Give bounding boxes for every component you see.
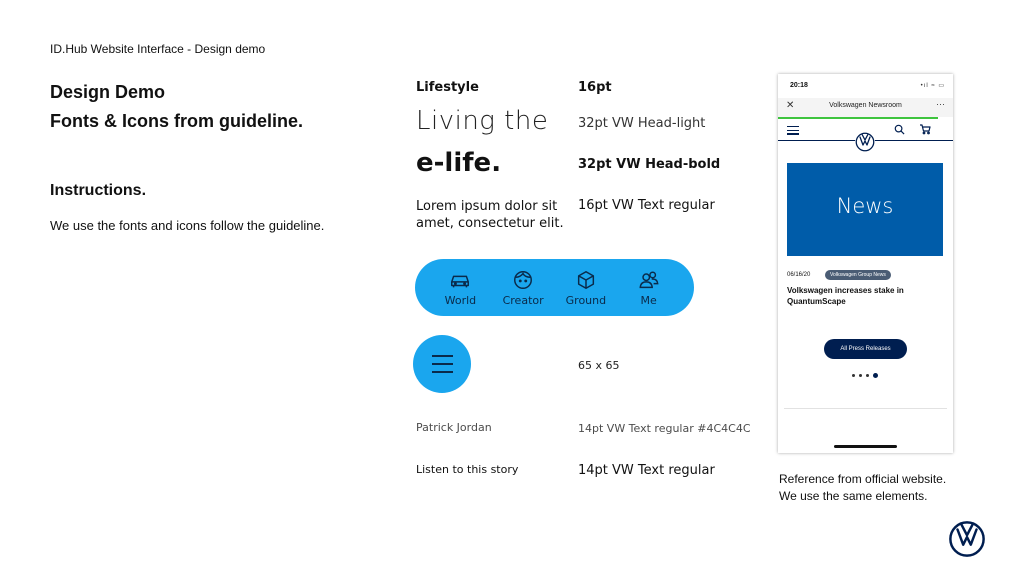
menu-icon-bar	[432, 371, 453, 373]
menu-icon-bar	[432, 355, 453, 357]
demo-title-line2: Fonts & Icons from guideline.	[50, 111, 304, 131]
phone-reference	[778, 74, 953, 453]
nav-item-creator[interactable]	[495, 269, 551, 307]
people-icon	[638, 269, 660, 291]
living-the-heading: Living the	[416, 106, 549, 136]
nav-label-creator: Creator	[502, 293, 544, 307]
instructions-text: We use the fonts and icons follow the guideline.	[50, 218, 325, 233]
vw-logo-icon	[948, 520, 986, 558]
carousel-dot[interactable]	[852, 374, 855, 377]
close-icon[interactable]: ✕	[786, 100, 795, 111]
reference-caption	[779, 471, 946, 505]
carousel-dot[interactable]	[866, 374, 869, 377]
nav-label-ground: Ground	[565, 293, 607, 307]
elife-heading: e-life.	[416, 148, 502, 178]
head-bold-spec: 32pt VW Head-bold	[578, 157, 721, 172]
author-spec: 14pt VW Text regular #4C4C4C	[578, 422, 751, 435]
hamburger-icon[interactable]	[787, 126, 799, 137]
search-icon[interactable]	[894, 124, 905, 135]
phone-status-icons: •ıl ≈ ▭	[920, 83, 945, 89]
lifestyle-label: Lifestyle	[416, 80, 479, 95]
vw-logo-icon[interactable]	[855, 132, 875, 152]
menu-button-size: 65 x 65	[578, 359, 620, 372]
cube-icon	[575, 269, 597, 291]
nav-item-ground[interactable]	[558, 269, 614, 307]
more-icon[interactable]: ···	[936, 99, 945, 109]
author-name: Patrick Jordan	[416, 421, 492, 434]
cart-icon[interactable]	[919, 123, 931, 135]
page-header: ID.Hub Website Interface - Design demo	[50, 42, 266, 56]
menu-button[interactable]	[413, 335, 471, 393]
head-light-spec: 32pt VW Head-light	[578, 116, 706, 131]
menu-icon-bar	[432, 363, 453, 365]
all-press-releases-button[interactable]: All Press Releases	[824, 339, 907, 359]
instructions-title: Instructions.	[50, 182, 147, 199]
listen-spec: 14pt VW Text regular	[578, 463, 715, 478]
carousel-dot[interactable]	[859, 374, 862, 377]
listen-label[interactable]: Listen to this story	[416, 463, 519, 476]
reference-line2: We use the same elements.	[779, 489, 928, 503]
news-headline[interactable]: Volkswagen increases stake in QuantumScape	[787, 286, 904, 306]
face-icon	[512, 269, 534, 291]
news-category-badge[interactable]: Volkswagen Group News	[825, 270, 891, 280]
carousel-dot-active[interactable]	[873, 373, 878, 378]
carousel-dots[interactable]	[852, 373, 882, 378]
text-regular-spec: 16pt VW Text regular	[578, 198, 715, 213]
bottom-nav-bar	[415, 259, 694, 316]
phone-time: 20:18	[790, 82, 808, 89]
divider	[784, 408, 947, 409]
phone-url-title: Volkswagen Newsroom	[829, 102, 902, 109]
nav-label-me: Me	[640, 293, 657, 307]
nav-item-world[interactable]	[432, 269, 488, 307]
car-icon	[449, 269, 471, 291]
nav-label-world: World	[444, 293, 477, 307]
home-indicator[interactable]	[834, 445, 897, 448]
reference-line1: Reference from official website.	[779, 472, 947, 486]
demo-title-line1: Design Demo	[50, 82, 166, 102]
size-16pt-label: 16pt	[578, 80, 612, 95]
news-hero[interactable]: News	[787, 163, 943, 256]
nav-item-me[interactable]	[621, 269, 677, 307]
news-date: 06/16/20	[787, 272, 811, 278]
demo-title	[50, 78, 303, 136]
phone-url-bar	[778, 98, 953, 117]
lorem-paragraph: Lorem ipsum dolor sit amet, consectetur elit.	[416, 199, 564, 231]
